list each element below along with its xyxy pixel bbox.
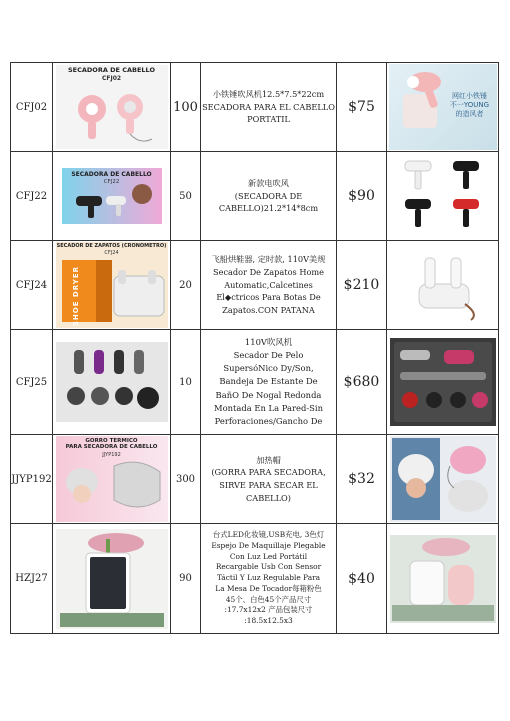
box-label: SHOE DRYER <box>71 266 80 327</box>
product-photo <box>387 330 499 435</box>
shoe-dryer-icon <box>393 244 493 326</box>
product-code: CFJ22 <box>11 152 53 241</box>
table-row <box>11 524 499 634</box>
product-table <box>10 62 499 634</box>
thumbnail-title: SECADORA DE CABELLO <box>67 66 155 74</box>
thumbnail-title: SECADOR DE ZAPATOS (CRONOMETRO) <box>56 243 167 249</box>
hair-dryer-kit-icon <box>390 338 496 426</box>
product-description: 飞船烘鞋器, 定时款, 110V美规 Secador De Zapatos Home Automatic,Calcetines El◆ctricos Para Botas De Zapatos.CON PATANA <box>201 241 337 330</box>
table-row <box>11 435 499 524</box>
product-photo <box>387 241 499 330</box>
thumbnail-code: CFJ22 <box>103 179 120 185</box>
product-description: 小铁锤吹风机12.5*7.5*22cm SECADORA PARA EL CABELLO PORTATIL <box>201 63 337 152</box>
led-mirror-icon <box>390 535 496 623</box>
product-price: $75 <box>337 63 387 152</box>
product-code: HZJ27 <box>11 524 53 634</box>
product-code: CFJ02 <box>11 63 53 152</box>
hair-dryer-set-icon <box>56 342 168 422</box>
product-photo <box>387 63 499 152</box>
heating-cap-icon <box>56 436 168 522</box>
product-photo <box>387 152 499 241</box>
product-price: $40 <box>337 524 387 634</box>
product-code: JJYP192 <box>11 435 53 524</box>
product-thumbnail <box>53 435 171 524</box>
thumbnail-code: CFJ24 <box>104 250 119 256</box>
product-thumbnail <box>53 241 171 330</box>
thumbnail-code: CFJ02 <box>101 75 122 82</box>
hair-dryer-colors-icon <box>393 155 493 237</box>
product-description: 台式LED化妆镜,USB充电, 3色灯 Espejo De Maquillaje Plegable Con Luz Led Portátil Recargable Usb Con Sensor Táctil Y Luz Regulable Para La Mesa De Tocador每箱粉色 45个、白色45个产品尺寸 :17.7x12x2 产品包装尺寸 :18.5x12.5x3 <box>201 524 337 634</box>
product-quantity: 50 <box>171 152 201 241</box>
product-code: CFJ24 <box>11 241 53 330</box>
thumbnail-title: SECADORA DE CABELLO <box>71 171 152 178</box>
product-description: 加热帽 (GORRA PARA SECADORA, SIRVE PARA SECAR EL CABELLO) <box>201 435 337 524</box>
thumbnail-code: JJYP192 <box>102 452 121 458</box>
product-photo <box>387 435 499 524</box>
product-price: $32 <box>337 435 387 524</box>
photo-caption: 网红小铁锤 不一YOUNG 的造风者 <box>449 92 490 118</box>
product-price: $680 <box>337 330 387 435</box>
product-thumbnail <box>53 330 171 435</box>
pink-hair-dryer-icon <box>56 65 168 149</box>
product-photo <box>387 524 499 634</box>
led-mirror-icon <box>56 529 168 629</box>
table-row <box>11 63 499 152</box>
heating-cap-icon <box>390 436 496 522</box>
thumbnail-title: GORRO TERMICO PARA SECADORA DE CABELLO <box>65 438 158 451</box>
product-thumbnail <box>53 152 171 241</box>
table-row <box>11 241 499 330</box>
product-quantity: 300 <box>171 435 201 524</box>
table-row <box>11 330 499 435</box>
product-code: CFJ25 <box>11 330 53 435</box>
product-thumbnail <box>53 63 171 152</box>
product-quantity: 20 <box>171 241 201 330</box>
product-description: 110V吹风机 Secador De Pelo SupersóNico Dy/Son, Bandeja De Estante De BañO De Nogal Redonda Montada En La Pared-Sin Perforaciones/Gancho De <box>201 330 337 435</box>
product-description: 新款电吹风 (SECADORA DE CABELLO)21.2*14*8cm <box>201 152 337 241</box>
product-quantity: 90 <box>171 524 201 634</box>
hair-dryer-icon <box>62 168 162 224</box>
product-price: $90 <box>337 152 387 241</box>
product-quantity: 10 <box>171 330 201 435</box>
product-quantity: 100 <box>171 63 201 152</box>
table-row <box>11 152 499 241</box>
product-thumbnail <box>53 524 171 634</box>
product-price: $210 <box>337 241 387 330</box>
